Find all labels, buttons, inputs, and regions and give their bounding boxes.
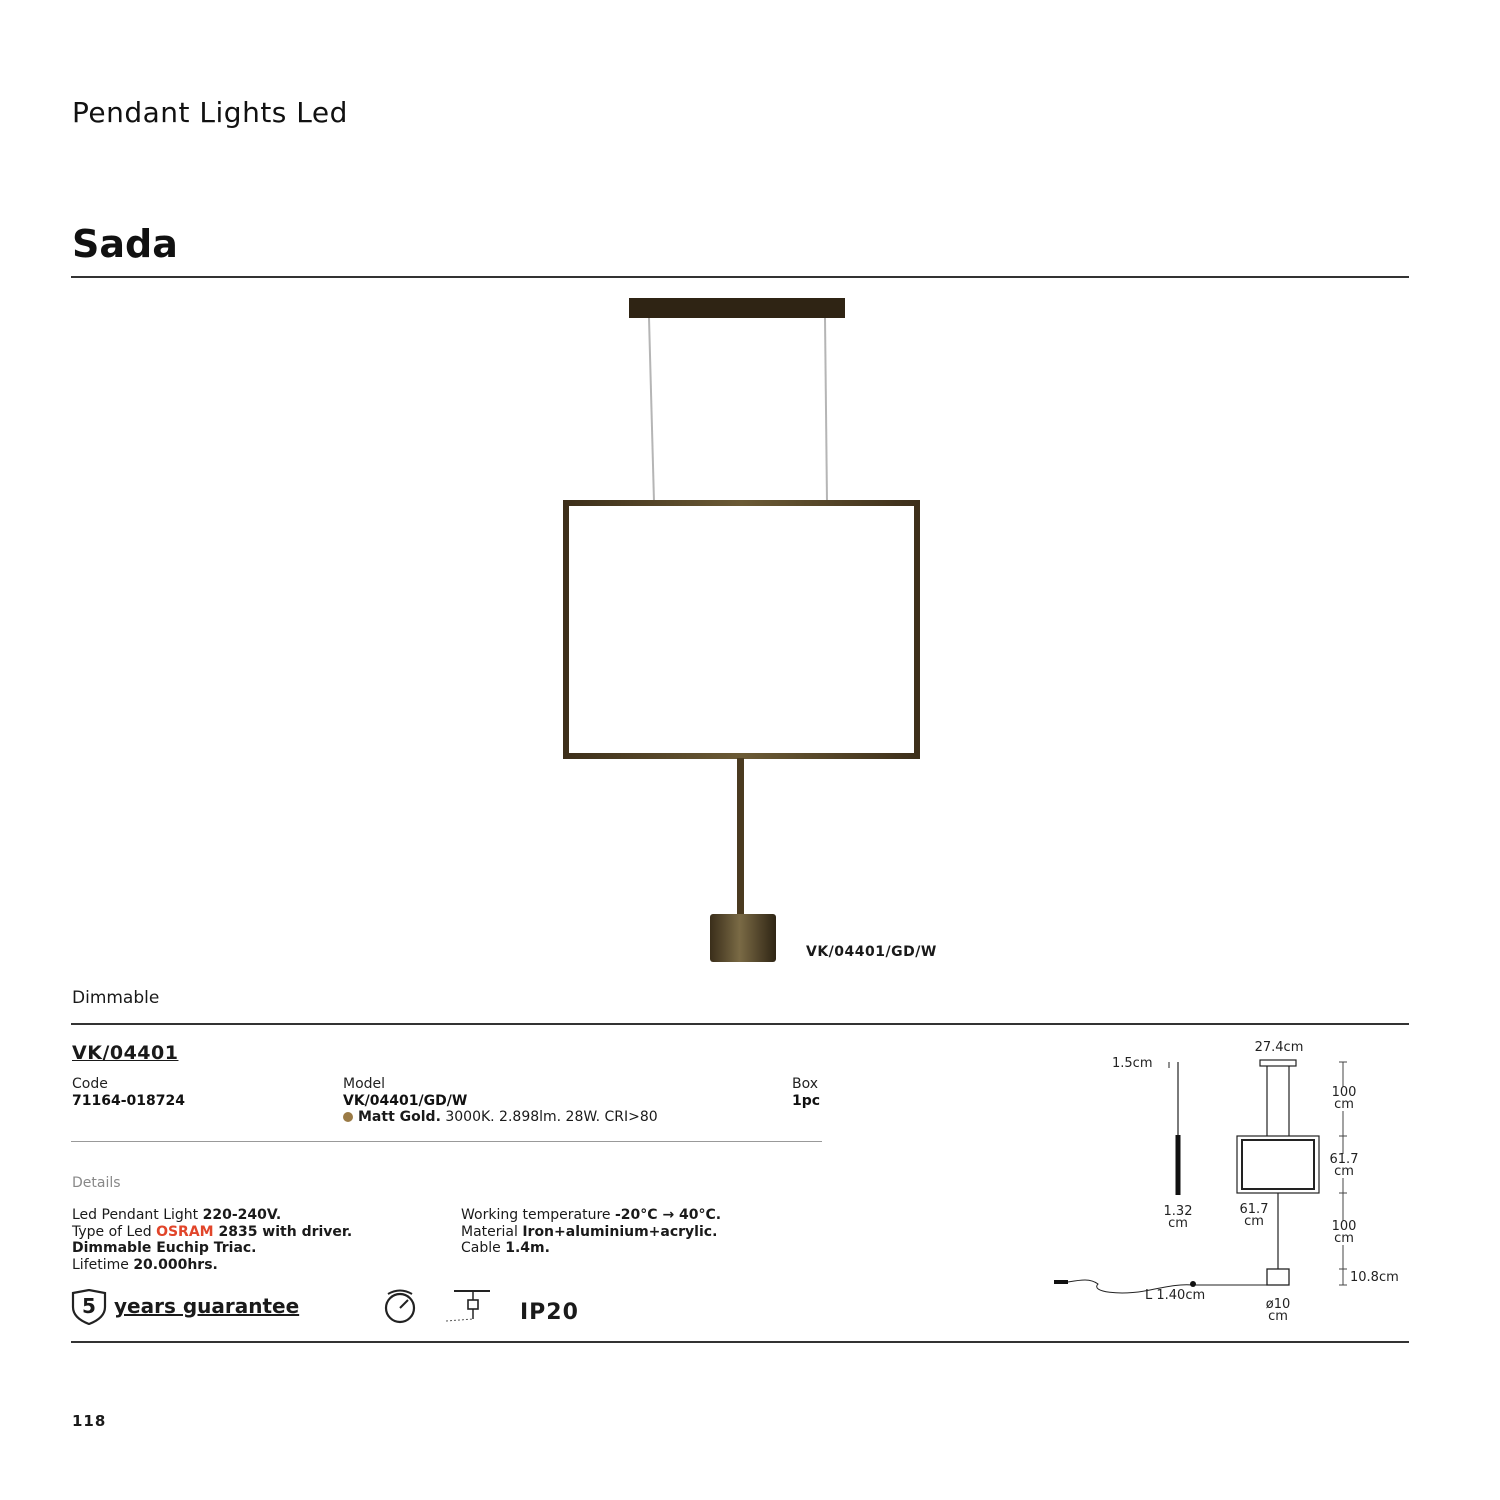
section-title: Pendant Lights Led <box>72 96 348 129</box>
page-number: 118 <box>72 1412 107 1430</box>
details-column-1 <box>72 1207 352 1273</box>
guarantee-text: years guarantee <box>114 1294 300 1318</box>
model-label: Model <box>343 1076 386 1092</box>
code-label: Code <box>72 1076 108 1092</box>
cable-height-dim: 100 cm <box>1326 1087 1362 1111</box>
profile-depth-dim: 1.5cm <box>1112 1056 1153 1071</box>
header-divider <box>71 276 1409 278</box>
spec-divider <box>71 1141 822 1142</box>
details-title: Details <box>72 1175 121 1191</box>
square-led-frame <box>566 503 917 756</box>
detail-led-type: Type of Led OSRAM 2835 with driver. <box>72 1223 353 1240</box>
details-column-2 <box>461 1207 721 1257</box>
pendant-lamp-illustration <box>540 292 960 972</box>
base-diameter-dim: ø10 cm <box>1265 1297 1291 1324</box>
dimmable-label: Dimmable <box>72 988 160 1008</box>
detail-voltage: Led Pendant Light 220-240V. <box>72 1207 282 1223</box>
finish-color-swatch <box>343 1112 353 1122</box>
finish-specs: 3000K. 2.898lm. 28W. CRI>80 <box>445 1109 658 1125</box>
ceiling-canopy <box>629 298 845 318</box>
frame-width-dim: 61.7 cm <box>1239 1202 1269 1229</box>
cable-length-dim: L 1.40cm <box>1145 1288 1206 1303</box>
photo-caption: VK/04401/GD/W <box>806 944 937 960</box>
finish-name: Matt Gold. <box>358 1109 441 1125</box>
family-code: VK/04401 <box>72 1042 179 1064</box>
cylinder-base <box>710 914 776 962</box>
finish-line <box>343 1109 658 1125</box>
lower-rod <box>737 758 744 916</box>
model-value: VK/04401/GD/W <box>343 1093 468 1109</box>
detail-dimmable: Dimmable Euchip Triac. <box>72 1240 257 1256</box>
shield-icon <box>70 1289 108 1325</box>
product-photo <box>540 292 960 976</box>
detail-lifetime: Lifetime 20.000hrs. <box>72 1256 218 1273</box>
canopy-width-dim: 27.4cm <box>1254 1040 1304 1055</box>
detail-material: Material Iron+aluminium+acrylic. <box>461 1223 718 1240</box>
footer-divider <box>71 1341 1409 1343</box>
profile-width-dim: 1.32 cm <box>1163 1204 1193 1231</box>
box-label: Box <box>792 1076 819 1092</box>
ip-rating: IP20 <box>520 1300 579 1325</box>
guarantee-years: 5 <box>82 1294 96 1318</box>
rod-height-dim: 100 cm <box>1326 1221 1362 1245</box>
detail-cable: Cable 1.4m. <box>461 1240 550 1256</box>
technical-drawing <box>1040 1040 1420 1335</box>
frame-height-dim: 61.7 cm <box>1324 1154 1364 1178</box>
spec-divider-top <box>71 1023 1409 1025</box>
dimmer-knob-icon <box>380 1288 420 1328</box>
box-value: 1pc <box>792 1093 821 1109</box>
pendant-mount-icon <box>444 1288 494 1330</box>
brand-osram: OSRAM <box>156 1223 214 1240</box>
code-value: 71164-018724 <box>72 1093 185 1109</box>
detail-temperature: Working temperature -20°C → 40°C. <box>461 1207 722 1223</box>
base-height-dim: 10.8cm <box>1350 1270 1399 1285</box>
product-name: Sada <box>72 222 178 266</box>
suspension-cable-right <box>825 318 827 502</box>
suspension-cable-left <box>649 318 654 502</box>
dimension-lines <box>1040 1040 1420 1335</box>
